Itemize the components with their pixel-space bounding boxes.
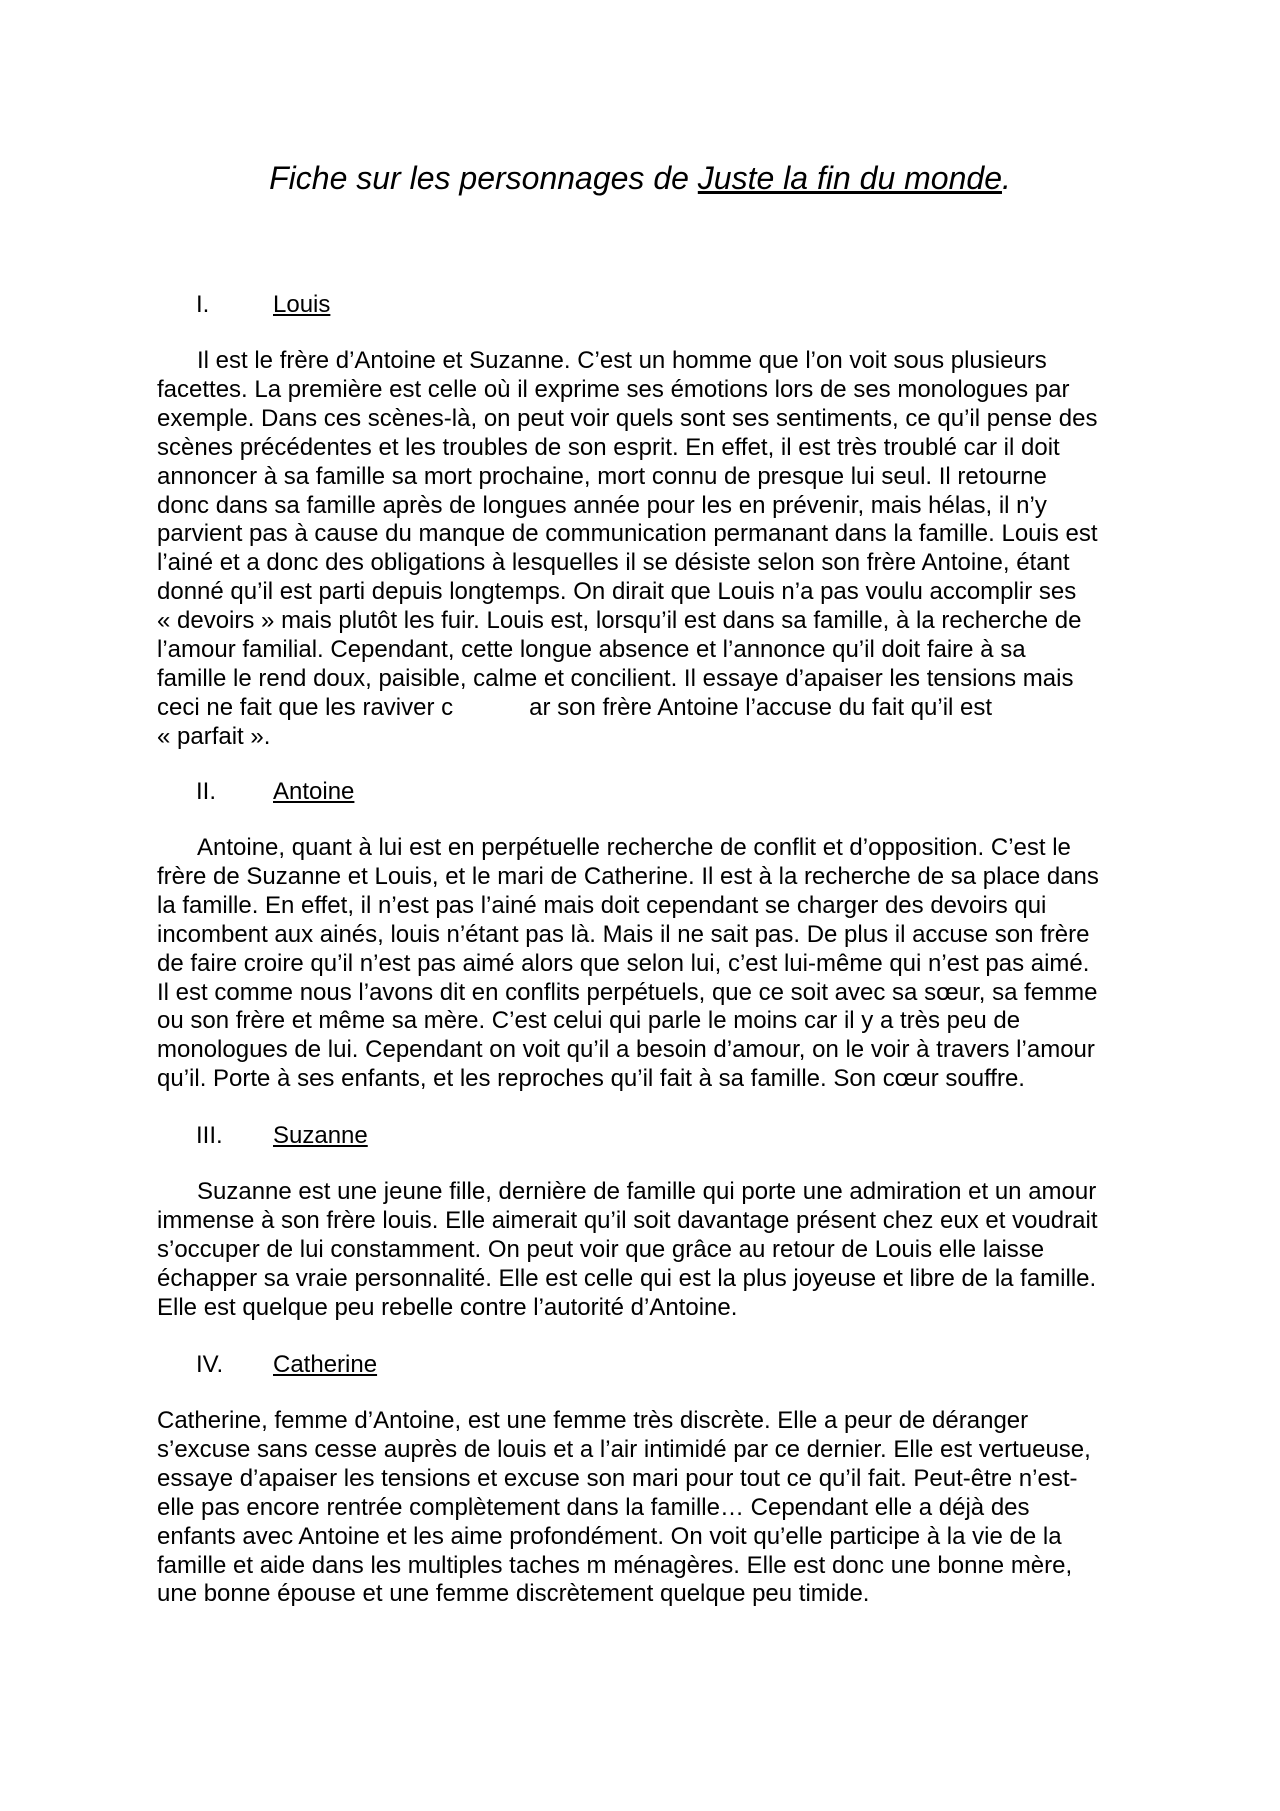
text-line: Elle est quelque peu rebelle contre l’autorité d’Antoine. <box>157 1293 738 1321</box>
section-number: II. <box>196 778 217 805</box>
text-line: « devoirs » mais plutôt les fuir. Louis est, lorsqu’il est dans sa famille, à la recherche de <box>157 607 1082 635</box>
section-heading-suzanne <box>196 1121 368 1150</box>
paragraph-catherine <box>157 1407 1137 1609</box>
text-line: la famille. En effet, il n’est pas l’ainé mais doit cependant se charger des devoirs qui <box>157 891 1047 919</box>
text-line: facettes. La première est celle où il exprime ses émotions lors de ses monologues par <box>157 375 1070 403</box>
text-fragment: ar son frère Antoine l’accuse du fait qu’il est <box>529 693 993 721</box>
text-line: Il est comme nous l’avons dit en conflits perpétuels, que ce soit avec sa sœur, sa femme <box>157 978 1098 1006</box>
text-line: « parfait ». <box>157 722 271 750</box>
paragraph-louis <box>157 347 1137 752</box>
title-suffix: . <box>1001 160 1011 196</box>
text-line: Suzanne est une jeune fille, dernière de famille qui porte une admiration et un amour <box>197 1178 1097 1205</box>
text-line: annoncer à sa famille sa mort prochaine, mort connu de presque lui seul. Il retourne <box>157 462 1047 490</box>
text-line: incombent aux ainés, louis n’étant pas là. Mais il ne sait pas. De plus il accuse son frère <box>157 920 1090 948</box>
section-heading-antoine <box>196 777 354 806</box>
section-number: IV. <box>196 1351 224 1378</box>
text-line: de faire croire qu’il n’est pas aimé alors que selon lui, c’est lui-même qui n’est pas aimé. <box>157 949 1090 977</box>
text-line: Antoine, quant à lui est en perpétuelle recherche de conflit et d’opposition. C’est le <box>197 834 1071 861</box>
text-line: Catherine, femme d’Antoine, est une femme très discrète. Elle a peur de déranger <box>157 1407 1029 1434</box>
text-line: ou son frère et même sa mère. C’est celui qui parle le moins car il y a très peu de <box>157 1007 1021 1035</box>
text-line: frère de Suzanne et Louis, et le mari de Catherine. Il est à la recherche de sa place dans <box>157 862 1099 890</box>
text-line: donc dans sa famille après de longues année pour les en prévenir, mais hélas, il n’y <box>157 491 1047 519</box>
text-line: exemple. Dans ces scènes-là, on peut voir quels sont ses sentiments, ce qu’il pense des <box>157 404 1098 432</box>
section-name: Louis <box>273 291 331 318</box>
paragraph-antoine <box>157 834 1137 1094</box>
text-line: elle pas encore rentrée complètement dans la famille… Cependant elle a déjà des <box>157 1493 1030 1521</box>
section-heading-catherine <box>196 1350 377 1379</box>
title-prefix: Fiche sur les personnages de <box>269 160 698 196</box>
text-line: essaye d’apaiser les tensions et excuse son mari pour tout ce qu’il fait. Peut-être n’est- <box>157 1464 1078 1492</box>
text-line: famille le rend doux, paisible, calme et concilient. Il essaye d’apaiser les tensions mais <box>157 664 1074 692</box>
text-line: s’occuper de lui constamment. On peut voir que grâce au retour de Louis elle laisse <box>157 1235 1045 1263</box>
text-line: l’ainé et a donc des obligations à lesquelles il se désiste selon son frère Antoine, étant <box>157 549 1070 577</box>
text-line: immense à son frère louis. Elle aimerait qu’il soit davantage présent chez eux et voudrait <box>157 1206 1098 1234</box>
text-line: qu’il. Porte à ses enfants, et les reproches qu’il fait à sa famille. Son cœur souffre. <box>157 1065 1025 1093</box>
section-name: Antoine <box>273 778 355 805</box>
text-line: enfants avec Antoine et les aime profondément. On voit qu’elle participe à la vie de la <box>157 1522 1062 1550</box>
text-line: monologues de lui. Cependant on voit qu’il a besoin d’amour, on le voir à travers l’amour <box>157 1036 1095 1064</box>
title-work: Juste la fin du monde <box>697 160 1002 196</box>
section-number: I. <box>196 291 210 318</box>
text-line: échapper sa vraie personnalité. Elle est celle qui est la plus joyeuse et libre de la famille. <box>157 1264 1097 1292</box>
paragraph-suzanne <box>157 1178 1137 1323</box>
text-line: parvient pas à cause du manque de communication permanant dans la famille. Louis est <box>157 520 1098 548</box>
text-line: une bonne épouse et une femme discrètement quelque peu timide. <box>157 1580 870 1608</box>
section-number: III. <box>196 1122 223 1149</box>
text-line: donné qu’il est parti depuis longtemps. On dirait que Louis n’a pas voulu accomplir ses <box>157 578 1077 606</box>
document-title <box>0 158 1280 198</box>
text-line: Il est le frère d’Antoine et Suzanne. C’est un homme que l’on voit sous plusieurs <box>197 347 1047 374</box>
text-line: s’excuse sans cesse auprès de louis et a l’air intimidé par ce dernier. Elle est vertueuse, <box>157 1435 1091 1463</box>
text-line: famille et aide dans les multiples taches m ménagères. Elle est donc une bonne mère, <box>157 1551 1073 1579</box>
text-line-with-gap <box>157 694 1137 723</box>
section-name: Catherine <box>273 1351 378 1378</box>
text-line: scènes précédentes et les troubles de son esprit. En effet, il est très troublé car il doit <box>157 433 1060 461</box>
section-name: Suzanne <box>273 1122 368 1149</box>
text-line: l’amour familial. Cependant, cette longue absence et l’annonce qu’il doit faire à sa <box>157 636 1026 664</box>
section-heading-louis <box>196 290 330 319</box>
text-fragment: ceci ne fait que les raviver c <box>157 693 454 721</box>
